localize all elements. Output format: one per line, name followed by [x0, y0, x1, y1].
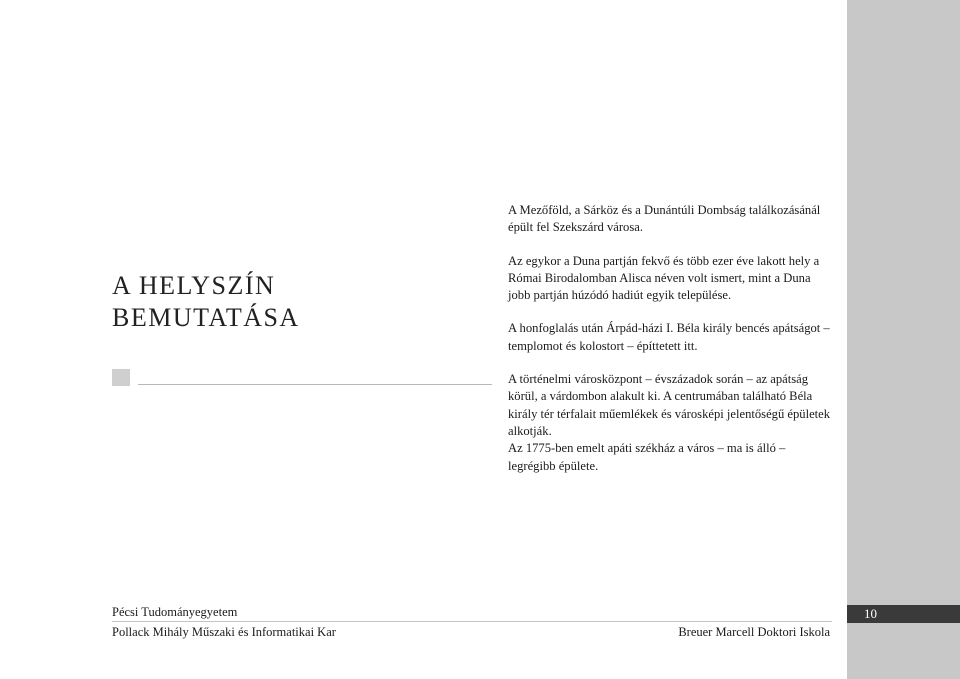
page-number: 10: [864, 606, 877, 621]
page-title-line-2: BEMUTATÁSA: [112, 303, 300, 332]
page-title-line-1: A HELYSZÍN: [112, 271, 276, 300]
paragraph-5: Az 1775-ben emelt apáti székház a város – ma is álló – legrégibb épülete.: [508, 441, 786, 473]
footer-divider: [112, 621, 832, 622]
paragraph-2: Az egykor a Duna partján fekvő és több ezer éve lakott hely a Római Birodalomban Alisca néven volt ismert, mint a Duna jobb partján húzódó hadiút egyik települése.: [508, 253, 820, 303]
paragraph-4: A történelmi városközpont – évszázadok során – az apátság körül, a várdombon alakult ki. A centrumában található Béla király tér térfalait műemlékek és városképi jelentőségű épületek alkotják.: [508, 372, 831, 438]
body-text: [508, 202, 833, 475]
title-divider: [138, 384, 492, 385]
side-band: [847, 0, 960, 679]
footer-university: Pécsi Tudományegyetem: [112, 605, 238, 619]
footer-faculty: Pollack Mihály Műszaki és Informatikai Kar: [112, 625, 336, 639]
paragraph-1: A Mezőföld, a Sárköz és a Dunántúli Dombság találkozásánál épült fel Szekszárd városa.: [508, 203, 821, 235]
page-title: [112, 270, 300, 334]
paragraph-3: A honfoglalás után Árpád-házi I. Béla király bencés apátságot – templomot és kolostort – építtetett itt.: [508, 321, 830, 353]
decorative-square: [112, 369, 130, 386]
footer-school: Breuer Marcell Doktori Iskola: [678, 625, 830, 639]
